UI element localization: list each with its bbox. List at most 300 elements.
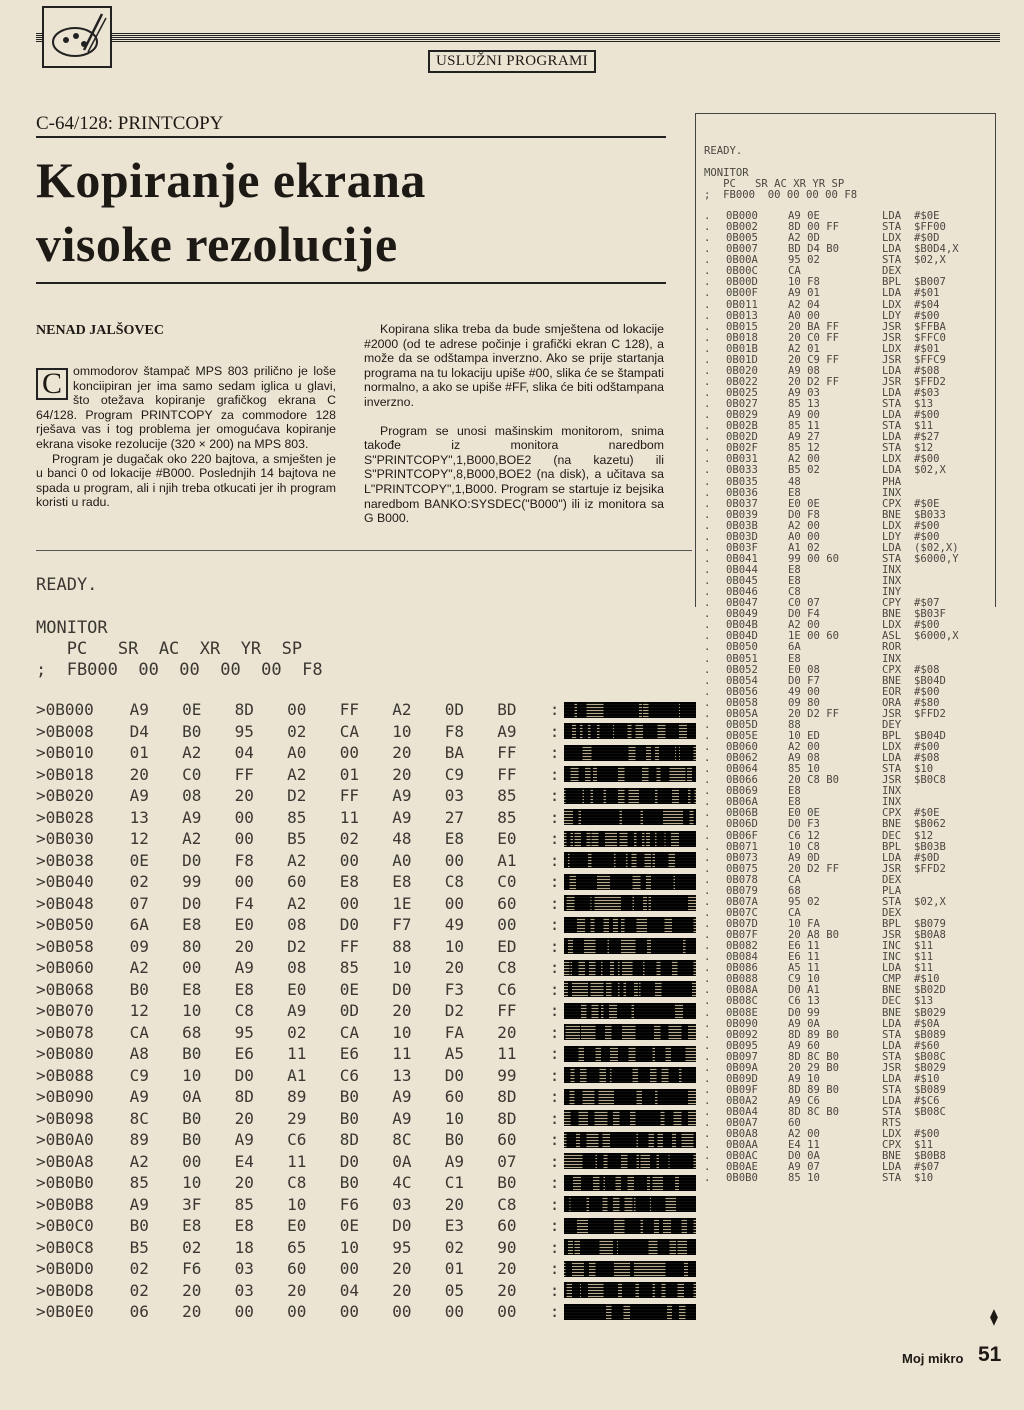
dump-graphic-strip bbox=[564, 1304, 696, 1320]
listing-mnemonic: JSR bbox=[882, 375, 902, 388]
listing-bytes: 10 FA bbox=[788, 918, 820, 930]
listing-operand: $B062 bbox=[914, 818, 946, 831]
dump-byte: 00 bbox=[234, 1302, 254, 1322]
listing-bytes: E6 11 bbox=[788, 940, 820, 953]
dump-graphic-strip bbox=[564, 1261, 696, 1277]
listing-bullet: . bbox=[704, 210, 711, 222]
end-marker-icon: ⧫ bbox=[990, 1309, 998, 1326]
listing-bullet: . bbox=[704, 807, 711, 820]
listing-bullet: . bbox=[704, 287, 711, 300]
listing-operand: #$00 bbox=[914, 530, 940, 543]
dump-byte: B5 bbox=[287, 829, 307, 849]
dump-row bbox=[36, 764, 696, 786]
listing-bytes: 88 bbox=[788, 718, 801, 731]
listing-mnemonic: INX bbox=[882, 652, 902, 665]
dump-byte: 20 bbox=[392, 764, 412, 784]
dump-byte: 8D bbox=[497, 1108, 517, 1128]
listing-operand: $FFBA bbox=[914, 320, 946, 333]
dump-byte: A9 bbox=[129, 700, 149, 720]
dump-byte: 03 bbox=[392, 1194, 412, 1214]
listing-mnemonic: DEX bbox=[882, 265, 902, 278]
listing-bytes: A2 00 bbox=[788, 619, 820, 632]
dump-byte: 00 bbox=[497, 915, 517, 935]
listing-bytes: 6A bbox=[788, 641, 801, 654]
listing-bullet: . bbox=[704, 398, 711, 411]
dump-byte: 10 bbox=[182, 1065, 202, 1085]
dump-byte: 20 bbox=[234, 936, 254, 956]
listing-bullet: . bbox=[704, 243, 711, 256]
dump-byte: 20 bbox=[287, 1280, 307, 1300]
listing-bytes: A9 10 bbox=[788, 1072, 820, 1085]
listing-row bbox=[704, 654, 994, 665]
dump-byte: 00 bbox=[339, 1259, 359, 1279]
listing-address: 0B07C bbox=[726, 906, 758, 919]
listing-mnemonic: LDA bbox=[882, 1039, 902, 1052]
dump-byte: A9 bbox=[392, 786, 412, 806]
listing-address: 0B041 bbox=[726, 552, 758, 565]
dump-byte: 8D bbox=[234, 1087, 254, 1107]
listing-operand: #$00 bbox=[914, 685, 940, 698]
listing-bullet: . bbox=[704, 652, 711, 665]
listing-mnemonic: LDY bbox=[882, 530, 902, 543]
listing-address: 0B07D bbox=[726, 918, 758, 930]
listing-bullet: . bbox=[704, 552, 711, 565]
dump-rows bbox=[36, 699, 696, 1323]
dump-byte: BD bbox=[497, 700, 517, 720]
dump-separator: : bbox=[549, 1302, 560, 1322]
dump-byte: C6 bbox=[497, 979, 517, 999]
listing-mnemonic: CPX bbox=[882, 1139, 902, 1152]
listing-bytes: 49 00 bbox=[788, 685, 820, 698]
listing-address: 0B056 bbox=[726, 685, 758, 698]
listing-mnemonic: ROR bbox=[882, 641, 902, 654]
listing-bytes: A2 0D bbox=[788, 232, 820, 245]
dump-byte: C6 bbox=[287, 1130, 307, 1150]
dump-byte: 02 bbox=[287, 1022, 307, 1042]
dump-register-values: ; FB000 00 00 00 00 F8 bbox=[36, 660, 323, 680]
listing-address: 0B05A bbox=[726, 707, 758, 720]
listing-operand: $B03F bbox=[914, 608, 946, 621]
listing-bullet: . bbox=[704, 995, 711, 1008]
listing-address: 0B086 bbox=[726, 962, 758, 975]
paragraph bbox=[36, 364, 336, 452]
listing-address: 0B078 bbox=[726, 873, 758, 886]
dump-byte: 00 bbox=[234, 829, 254, 849]
paragraph: Program se unosi mašinskim monitorom, snima takođe iz monitora naredbom S"PRINTCOPY",1,B000,BOE2 (na kazetu) ili S"PRINTCOPY",8,B000,BOE2 (na disk), a učitava sa L"PRINTCOPY",1,B000. Program se startuje iz bejsika naredbom BANKO:SYSDEC("B000") ili iz monitora sa G B000. bbox=[364, 423, 664, 526]
listing-row bbox=[704, 488, 994, 499]
dump-byte: 48 bbox=[392, 829, 412, 849]
listing-mnemonic: DEX bbox=[882, 873, 902, 886]
dump-graphic-strip bbox=[564, 895, 696, 911]
listing-bullet: . bbox=[704, 862, 711, 875]
listing-bytes: A0 00 bbox=[788, 309, 820, 322]
listing-mnemonic: ORA bbox=[882, 696, 902, 709]
dump-byte: 20 bbox=[234, 1108, 254, 1128]
listing-bullet: . bbox=[704, 1106, 711, 1119]
listing-bullet: . bbox=[704, 818, 711, 831]
dump-byte: D0 bbox=[339, 915, 359, 935]
dump-byte: 02 bbox=[287, 721, 307, 741]
listing-operand bbox=[914, 477, 994, 488]
listing-address: 0B0B0 bbox=[726, 1172, 758, 1185]
listing-address: 0B018 bbox=[726, 331, 758, 344]
listing-operand: $B02D bbox=[914, 984, 946, 997]
dump-byte: 00 bbox=[392, 1302, 412, 1322]
listing-mnemonic: STA bbox=[882, 552, 902, 565]
dump-separator: : bbox=[549, 1151, 560, 1171]
dump-byte: A9 bbox=[129, 1087, 149, 1107]
listing-operand: #$10 bbox=[914, 973, 940, 986]
listing-mnemonic: LDA bbox=[882, 1095, 902, 1107]
listing-bytes: A2 04 bbox=[788, 298, 820, 311]
listing-operand: #$27 bbox=[914, 431, 940, 444]
title-rule-bottom bbox=[36, 282, 666, 284]
listing-address: 0B084 bbox=[726, 951, 758, 964]
dump-byte: 0D bbox=[444, 700, 464, 720]
listing-mnemonic: STA bbox=[882, 763, 902, 776]
listing-address: 0B08C bbox=[726, 995, 758, 1008]
dump-byte: 03 bbox=[234, 1259, 254, 1279]
dump-separator: : bbox=[549, 1173, 560, 1193]
dump-byte: A1 bbox=[497, 850, 517, 870]
listing-operand: $B079 bbox=[914, 918, 946, 930]
listing-operand: #$0E bbox=[914, 497, 940, 510]
dump-byte: FF bbox=[339, 786, 359, 806]
dump-byte: 02 bbox=[182, 1237, 202, 1257]
dump-row bbox=[36, 871, 696, 893]
listing-bullet: . bbox=[704, 353, 711, 366]
listing-operand: $FF00 bbox=[914, 221, 946, 234]
dump-byte: 10 bbox=[339, 1237, 359, 1257]
listing-bytes: A9 00 bbox=[788, 409, 820, 422]
listing-bullet: . bbox=[704, 1139, 711, 1152]
listing-address: 0B05D bbox=[726, 718, 758, 731]
title-line-2: visoke rezolucije bbox=[36, 216, 398, 272]
listing-address: 0B00C bbox=[726, 265, 758, 278]
listing-address: 0B064 bbox=[726, 763, 758, 776]
listing-mnemonic: EOR bbox=[882, 685, 902, 698]
screen-dump bbox=[36, 575, 696, 1323]
listing-row bbox=[704, 477, 994, 488]
listing-mnemonic: CPX bbox=[882, 663, 902, 676]
listing-mnemonic: LDA bbox=[882, 752, 902, 765]
dump-byte: 0E bbox=[182, 700, 202, 720]
dump-separator: : bbox=[549, 721, 560, 741]
listing-bytes: A9 C6 bbox=[788, 1095, 820, 1107]
listing-bullet: . bbox=[704, 940, 711, 953]
listing-bullet: . bbox=[704, 364, 711, 377]
dump-byte: FF bbox=[339, 700, 359, 720]
dump-address: >0B0B0 bbox=[36, 1173, 94, 1193]
dump-graphic-strip bbox=[564, 831, 696, 847]
listing-address: 0B033 bbox=[726, 464, 758, 477]
dump-address: >0B040 bbox=[36, 872, 94, 892]
dump-row bbox=[36, 699, 696, 721]
dump-byte: 11 bbox=[497, 1044, 517, 1064]
listing-operand: $B089 bbox=[914, 1028, 946, 1041]
listing-bytes: E8 bbox=[788, 575, 801, 588]
dump-byte: D2 bbox=[444, 1001, 464, 1021]
dump-byte: 07 bbox=[129, 893, 149, 913]
listing-mnemonic: LDA bbox=[882, 364, 902, 377]
listing-mnemonic: RTS bbox=[882, 1117, 902, 1130]
dump-address: >0B0C0 bbox=[36, 1216, 94, 1236]
listing-row bbox=[704, 311, 994, 322]
dump-byte: B0 bbox=[339, 1108, 359, 1128]
listing-mnemonic: STA bbox=[882, 895, 902, 908]
listing-bullet: . bbox=[704, 641, 711, 654]
listing-operand: $B029 bbox=[914, 1061, 946, 1074]
listing-bullet: . bbox=[704, 409, 711, 422]
listing-address: 0B0A2 bbox=[726, 1095, 758, 1107]
listing-address: 0B036 bbox=[726, 486, 758, 499]
listing-bytes: CA bbox=[788, 265, 801, 278]
dump-byte: E0 bbox=[234, 915, 254, 935]
dump-graphic-strip bbox=[564, 960, 696, 976]
listing-bytes: A2 00 bbox=[788, 453, 820, 466]
listing-mnemonic: JSR bbox=[882, 862, 902, 875]
dump-graphic-strip bbox=[564, 809, 696, 825]
dump-row bbox=[36, 1237, 696, 1259]
listing-mnemonic: LDA bbox=[882, 962, 902, 975]
dump-address: >0B050 bbox=[36, 915, 94, 935]
dump-byte: 00 bbox=[339, 893, 359, 913]
listing-bytes: E8 bbox=[788, 652, 801, 665]
dump-byte: 8C bbox=[129, 1108, 149, 1128]
dump-byte: 10 bbox=[392, 1022, 412, 1042]
listing-operand: $12 bbox=[914, 829, 934, 842]
listing-operand: #$00 bbox=[914, 1128, 940, 1141]
listing-operand: #$00 bbox=[914, 519, 940, 532]
dump-address: >0B080 bbox=[36, 1044, 94, 1064]
dump-byte: D0 bbox=[234, 1065, 254, 1085]
dump-byte: FF bbox=[497, 1001, 517, 1021]
listing-bytes: D0 F7 bbox=[788, 674, 820, 687]
dump-byte: 00 bbox=[234, 872, 254, 892]
listing-bytes: 85 10 bbox=[788, 763, 820, 776]
dump-byte: BA bbox=[444, 743, 464, 763]
listing-operand: #$04 bbox=[914, 298, 940, 311]
listing-bullet: . bbox=[704, 973, 711, 986]
listing-mnemonic: LDA bbox=[882, 541, 902, 554]
dump-row bbox=[36, 1065, 696, 1087]
listing-address: 0B00D bbox=[726, 276, 758, 289]
dump-byte: 10 bbox=[392, 721, 412, 741]
dump-graphic-strip bbox=[564, 1218, 696, 1234]
listing-mnemonic: LDX bbox=[882, 232, 902, 245]
dump-byte: D0 bbox=[392, 1216, 412, 1236]
dump-row bbox=[36, 893, 696, 915]
listing-operand: $11 bbox=[914, 951, 934, 964]
listing-operand: #$80 bbox=[914, 696, 940, 709]
listing-address: 0B073 bbox=[726, 851, 758, 864]
dump-address: >0B000 bbox=[36, 700, 94, 720]
listing-mnemonic: CPY bbox=[882, 597, 902, 610]
dump-byte: 20 bbox=[129, 764, 149, 784]
listing-address: 0B054 bbox=[726, 674, 758, 687]
listing-bytes: 09 80 bbox=[788, 696, 820, 709]
dump-byte: B0 bbox=[182, 721, 202, 741]
listing-mnemonic: STA bbox=[882, 1172, 902, 1185]
listing-address: 0B06A bbox=[726, 796, 758, 809]
listing-row bbox=[704, 465, 994, 476]
listing-bullet: . bbox=[704, 619, 711, 632]
listing-bytes: 20 C9 FF bbox=[788, 353, 840, 366]
dump-graphic-strip bbox=[564, 1003, 696, 1019]
listing-mnemonic: LDA bbox=[882, 464, 902, 477]
listing-bullet: . bbox=[704, 464, 711, 477]
dump-byte: 11 bbox=[339, 807, 359, 827]
listing-mnemonic: JSR bbox=[882, 331, 902, 344]
listing-address: 0B020 bbox=[726, 364, 758, 377]
listing-operand: $B0D4,X bbox=[914, 243, 959, 256]
listing-bytes: A1 02 bbox=[788, 541, 820, 554]
title-line-1: Kopiranje ekrana bbox=[36, 152, 426, 208]
listing-bytes: D0 F3 bbox=[788, 818, 820, 831]
dump-byte: D0 bbox=[392, 979, 412, 999]
listing-operand: #$0A bbox=[914, 1017, 940, 1030]
dump-address: >0B0E0 bbox=[36, 1302, 94, 1322]
dump-byte: B0 bbox=[182, 1130, 202, 1150]
listing-operand: $13 bbox=[914, 398, 934, 411]
listing-address: 0B06B bbox=[726, 807, 758, 820]
dump-byte: C8 bbox=[234, 1001, 254, 1021]
dump-byte: 85 bbox=[287, 807, 307, 827]
listing-address: 0B013 bbox=[726, 309, 758, 322]
dump-byte: ED bbox=[497, 936, 517, 956]
listing-operand: $B0C8 bbox=[914, 774, 946, 787]
dump-byte: E8 bbox=[234, 1216, 254, 1236]
listing-address: 0B0A7 bbox=[726, 1117, 758, 1130]
dump-graphic-strip bbox=[564, 745, 696, 761]
listing-bytes: A9 60 bbox=[788, 1039, 820, 1052]
listing-address: 0B02D bbox=[726, 431, 758, 444]
dump-byte: D4 bbox=[129, 721, 149, 741]
listing-operand: $10 bbox=[914, 1172, 934, 1185]
dump-byte: F8 bbox=[234, 850, 254, 870]
dump-byte: B0 bbox=[339, 1173, 359, 1193]
listing-address: 0B02B bbox=[726, 420, 758, 433]
listing-bytes: 10 F8 bbox=[788, 276, 820, 289]
dump-row bbox=[36, 807, 696, 829]
dump-byte: 03 bbox=[444, 786, 464, 806]
dump-byte: 10 bbox=[182, 1001, 202, 1021]
dump-byte: D0 bbox=[182, 850, 202, 870]
listing-mnemonic: BPL bbox=[882, 840, 902, 853]
dump-address: >0B008 bbox=[36, 721, 94, 741]
listing-bytes: D0 A1 bbox=[788, 984, 820, 997]
listing-bytes: 85 10 bbox=[788, 1172, 820, 1185]
listing-bullet: . bbox=[704, 752, 711, 765]
listing-mnemonic: INX bbox=[882, 785, 902, 798]
listing-operand: $11 bbox=[914, 940, 934, 953]
paragraph-text: ommodorov štampač MPS 803 prilično je loše konciipiran jer ima samo sedam iglica u glavi, što otežava kopiranje grafičkog ekrana C 64/128. Program PRINTCOPY za commodore 128 rješava vas i tog problema jer omogućava kopiranje ekrana visoke rezolucije (320 × 200) na MPS 803. bbox=[36, 364, 336, 451]
dump-byte: 13 bbox=[129, 807, 149, 827]
dump-row bbox=[36, 1258, 696, 1280]
dump-graphic-strip bbox=[564, 852, 696, 868]
dump-byte: 12 bbox=[129, 829, 149, 849]
listing-bullet: . bbox=[704, 918, 711, 930]
dump-byte: 0A bbox=[392, 1151, 412, 1171]
dump-separator: : bbox=[549, 936, 560, 956]
dump-byte: 85 bbox=[129, 1173, 149, 1193]
listing-mnemonic: LDY bbox=[882, 309, 902, 322]
listing-address: 0B07A bbox=[726, 895, 758, 908]
listing-rows bbox=[704, 211, 994, 1185]
listing-operand: #$00 bbox=[914, 619, 940, 632]
listing-address: 0B025 bbox=[726, 387, 758, 399]
dump-byte: D2 bbox=[287, 936, 307, 956]
listing-bytes: D0 F4 bbox=[788, 608, 820, 621]
listing-bullet: . bbox=[704, 729, 711, 742]
dump-byte: A9 bbox=[287, 1001, 307, 1021]
dump-separator: : bbox=[549, 700, 560, 720]
listing-bytes: A0 00 bbox=[788, 530, 820, 543]
dump-byte: B0 bbox=[129, 1216, 149, 1236]
dump-graphic-strip bbox=[564, 702, 696, 718]
dump-byte: 00 bbox=[182, 958, 202, 978]
listing-mnemonic: LDA bbox=[882, 409, 902, 422]
dump-separator: : bbox=[549, 1130, 560, 1150]
dump-byte: 0D bbox=[339, 1001, 359, 1021]
dump-byte: 00 bbox=[339, 1302, 359, 1322]
dump-row bbox=[36, 785, 696, 807]
dump-byte: FF bbox=[339, 936, 359, 956]
palette-brush-icon bbox=[42, 6, 112, 68]
listing-bytes: A9 08 bbox=[788, 364, 820, 377]
dump-address: >0B0A0 bbox=[36, 1130, 94, 1150]
listing-row bbox=[704, 842, 994, 853]
dump-row bbox=[36, 1108, 696, 1130]
listing-operand: $6000,Y bbox=[914, 552, 959, 565]
dump-byte: E4 bbox=[234, 1151, 254, 1171]
header-rule bbox=[110, 33, 1000, 43]
dump-address: >0B0D8 bbox=[36, 1280, 94, 1300]
listing-row bbox=[704, 1008, 994, 1019]
listing-mnemonic: BNE bbox=[882, 818, 902, 831]
dump-byte: FF bbox=[234, 764, 254, 784]
dump-byte: 10 bbox=[444, 936, 464, 956]
listing-bytes: 1E 00 60 bbox=[788, 630, 840, 643]
listing-mnemonic: BNE bbox=[882, 1006, 902, 1019]
listing-mnemonic: LDA bbox=[882, 851, 902, 864]
listing-bullet: . bbox=[704, 1039, 711, 1052]
dump-byte: A2 bbox=[129, 958, 149, 978]
listing-operand: #$00 bbox=[914, 309, 940, 322]
listing-bytes: E8 bbox=[788, 796, 801, 809]
listing-bytes: A9 0E bbox=[788, 210, 820, 222]
listing-operand: $B03B bbox=[914, 840, 946, 853]
dump-byte: E8 bbox=[182, 1216, 202, 1236]
dump-byte: 20 bbox=[392, 743, 412, 763]
listing-bullet: . bbox=[704, 575, 711, 588]
listing-address: 0B031 bbox=[726, 453, 758, 466]
dump-byte: 00 bbox=[444, 850, 464, 870]
dump-byte: A9 bbox=[129, 786, 149, 806]
paragraph: Program je dugačak oko 220 bajtova, a smješten je u banci 0 od lokacije #B000. Poslednjih 14 bajtova ne spada u program, ali i njih treba otkucati jer ih program koristi u radu. bbox=[36, 451, 336, 510]
section-label: USLUŽNI PROGRAMI bbox=[428, 50, 596, 73]
listing-mnemonic: INC bbox=[882, 940, 902, 953]
listing-bullet: . bbox=[704, 718, 711, 731]
listing-operand: $FFD2 bbox=[914, 862, 946, 875]
dump-byte: 60 bbox=[497, 1130, 517, 1150]
dump-byte: E8 bbox=[339, 872, 359, 892]
listing-bullet: . bbox=[704, 564, 711, 576]
dump-separator: : bbox=[549, 958, 560, 978]
dump-byte: 00 bbox=[444, 1302, 464, 1322]
dump-separator: : bbox=[549, 1087, 560, 1107]
body-column-right bbox=[364, 322, 664, 540]
